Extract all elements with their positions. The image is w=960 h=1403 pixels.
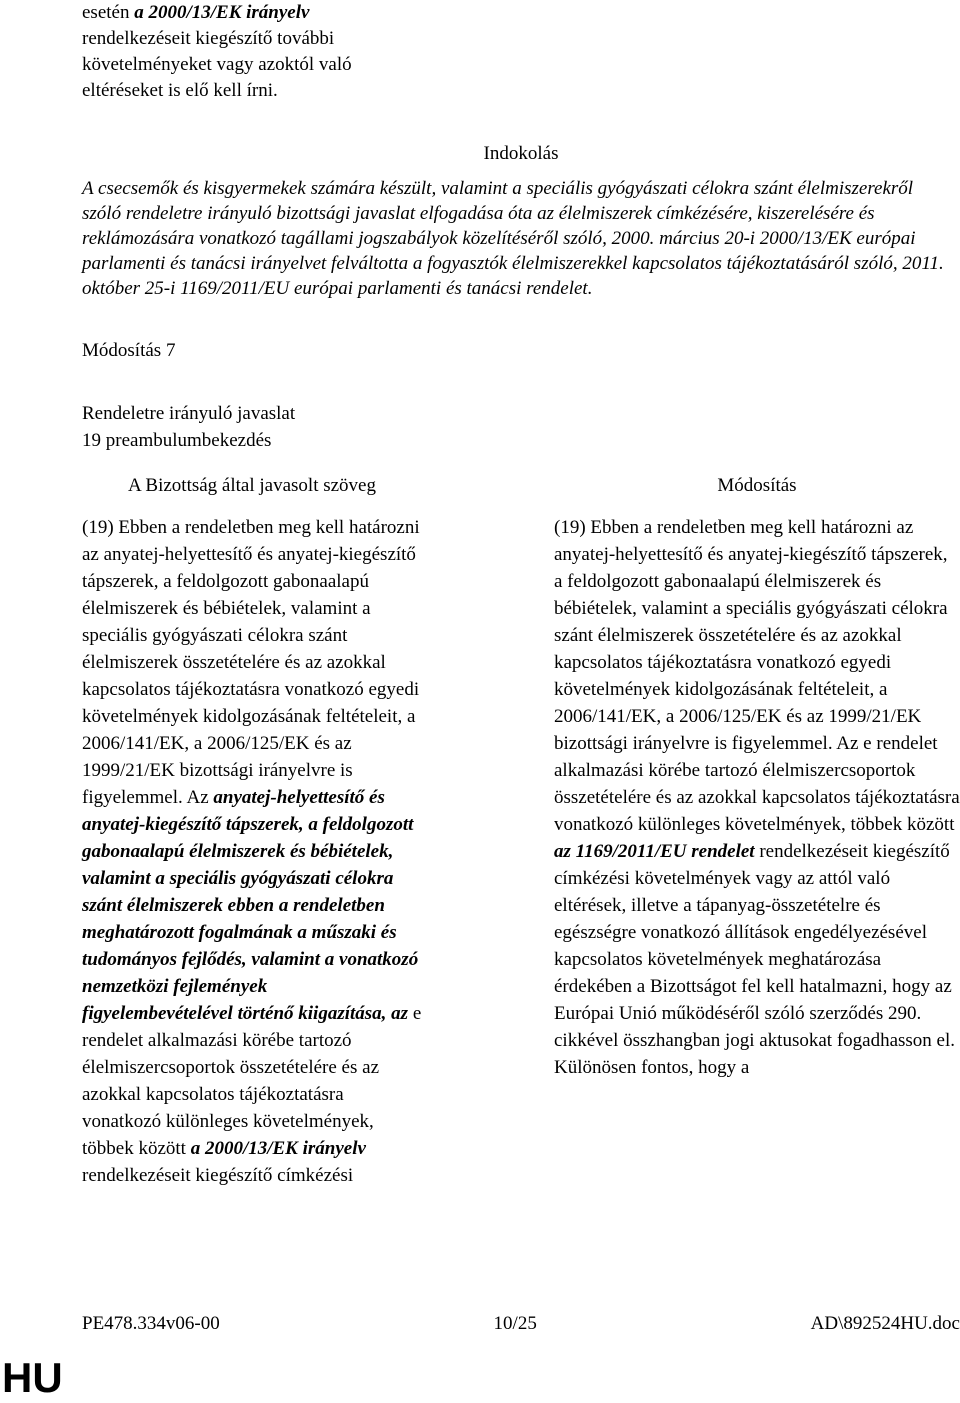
file-name: AD\892524HU.doc xyxy=(810,1313,960,1334)
comparison-columns xyxy=(82,472,960,1189)
amendment-column-header: Módosítás xyxy=(717,475,797,496)
amendment-text-part: (19) Ebben a rendeletben meg kell határozni az anyatej-helyettesítő és anyatej-kiegészítő tápszerek, a feldolgozott gabonaalapú élelmiszerek és bébiételek, valamint a speciális gyógyászati célokra szánt élelmiszerek összetételére és az azokkal kapcsolatos tájékoztatásra vonatkozó egyedi követelmények kidolgozásának feltételeit, a 2006/141/EK, a 2006/125/EK és az 1999/21/EK bizottsági irányelvre is figyelemmel. Az e rendelet alkalmazási körébe tartozó élelmiszercsoportok összetételére és az azokkal kapcsolatos tájékoztatásra vonatkozó különleges követelmények, többek között xyxy=(554,517,960,835)
justification-body: A csecsemők és kisgyermekek számára készült, valamint a speciális gyógyászati célokra szánt élelmiszerekről szóló rendeletre irányuló bizottsági javaslat elfogadása óta az élelmiszerek címkézésére, kiszerelésére és reklámozására vonatkozó tagállami jogszabályok közelítéséről szóló, 2000. március 20-i 2000/13/EK európai parlamenti és tanácsi irányelvet felváltotta a fogyasztók élelmiszerekkel kapcsolatos tájékoztatásáról szóló, 2011. október 25-i 1169/2011/EU európai parlamenti és tanácsi rendelet. xyxy=(82,178,944,299)
continuation-paragraph xyxy=(82,0,422,104)
language-code: HU xyxy=(2,1354,63,1401)
page-content xyxy=(82,0,960,1189)
commission-text-deleted: anyatej-helyettesítő és anyatej-kiegészítő tápszerek, a feldolgozott gabonaalapú élelmiszerek és bébiételek, valamint a speciális gyógyászati célokra szánt élelmiszerek ebben a rendeletben meghatározott fogalmának a műszaki és tudományos fejlődés, valamint a vonatkozó nemzetközi fejlemények figyelembevételével történő kiigazítása, az xyxy=(82,787,419,1024)
page-number: 10/25 xyxy=(493,1313,537,1334)
amendment-text-part: rendelkezéseit kiegészítő címkézési követelmények vagy az attól való eltérések, illetve a tápanyag-összetételre és egészségre vonatkozó állítások engedélyezésével kapcsolatos követelmények meghatározása érdekében a Bizottságot fel kell hatalmazni, hogy az Európai Unió működéséről szóló szerződés 290. cikkével összhangban jogi aktusokat fogadhasson el. Különösen fontos, hogy a xyxy=(554,841,956,1078)
page-footer xyxy=(82,1310,960,1337)
continuation-emphasis: a 2000/13/EK irányelv xyxy=(134,2,310,23)
amendment-label: Módosítás xyxy=(82,340,162,361)
amendment-column xyxy=(554,472,960,1189)
amendment-heading xyxy=(82,337,960,364)
continuation-text: esetén xyxy=(82,2,135,23)
commission-text-deleted: a 2000/13/EK irányelv xyxy=(190,1138,366,1159)
recital-subtitle: 19 preambulumbekezdés xyxy=(82,430,272,451)
commission-text-part: e rendelet alkalmazási körébe tartozó élelmiszercsoportok összetételére és az azokkal kapcsolatos tájékoztatásra vonatkozó különleges követelmények, többek között xyxy=(82,1003,422,1159)
amendment-text-inserted: az 1169/2011/EU rendelet xyxy=(554,841,755,862)
commission-text-part: rendelkezéseit kiegészítő címkézési xyxy=(82,1165,354,1186)
amendment-number: 7 xyxy=(165,340,176,361)
continuation-text-end: rendelkezéseit kiegészítő további követelményeket vagy azoktól való eltéréseket is elő kell írni. xyxy=(82,28,352,101)
justification-title: Indokolás xyxy=(483,143,559,164)
proposal-subtitle: Rendeletre irányuló javaslat xyxy=(82,403,296,424)
document-reference: PE478.334v06-00 xyxy=(82,1313,220,1334)
commission-text-header: A Bizottság által javasolt szöveg xyxy=(127,475,376,496)
commission-text-column xyxy=(82,472,422,1189)
commission-text-part: (19) Ebben a rendeletben meg kell határozni az anyatej-helyettesítő és anyatej-kiegészítő tápszerek, a feldolgozott gabonaalapú élelmiszerek és bébiételek, valamint a speciális gyógyászati célokra szánt élelmiszerek összetételére és az azokkal kapcsolatos tájékoztatásra vonatkozó egyedi követelmények kidolgozásának feltételeit, a 2006/141/EK, a 2006/125/EK és az 1999/21/EK bizottsági irányelvre is figyelemmel. Az xyxy=(82,517,420,808)
amendment-column-body xyxy=(554,514,960,1081)
commission-text-body xyxy=(82,514,422,1189)
